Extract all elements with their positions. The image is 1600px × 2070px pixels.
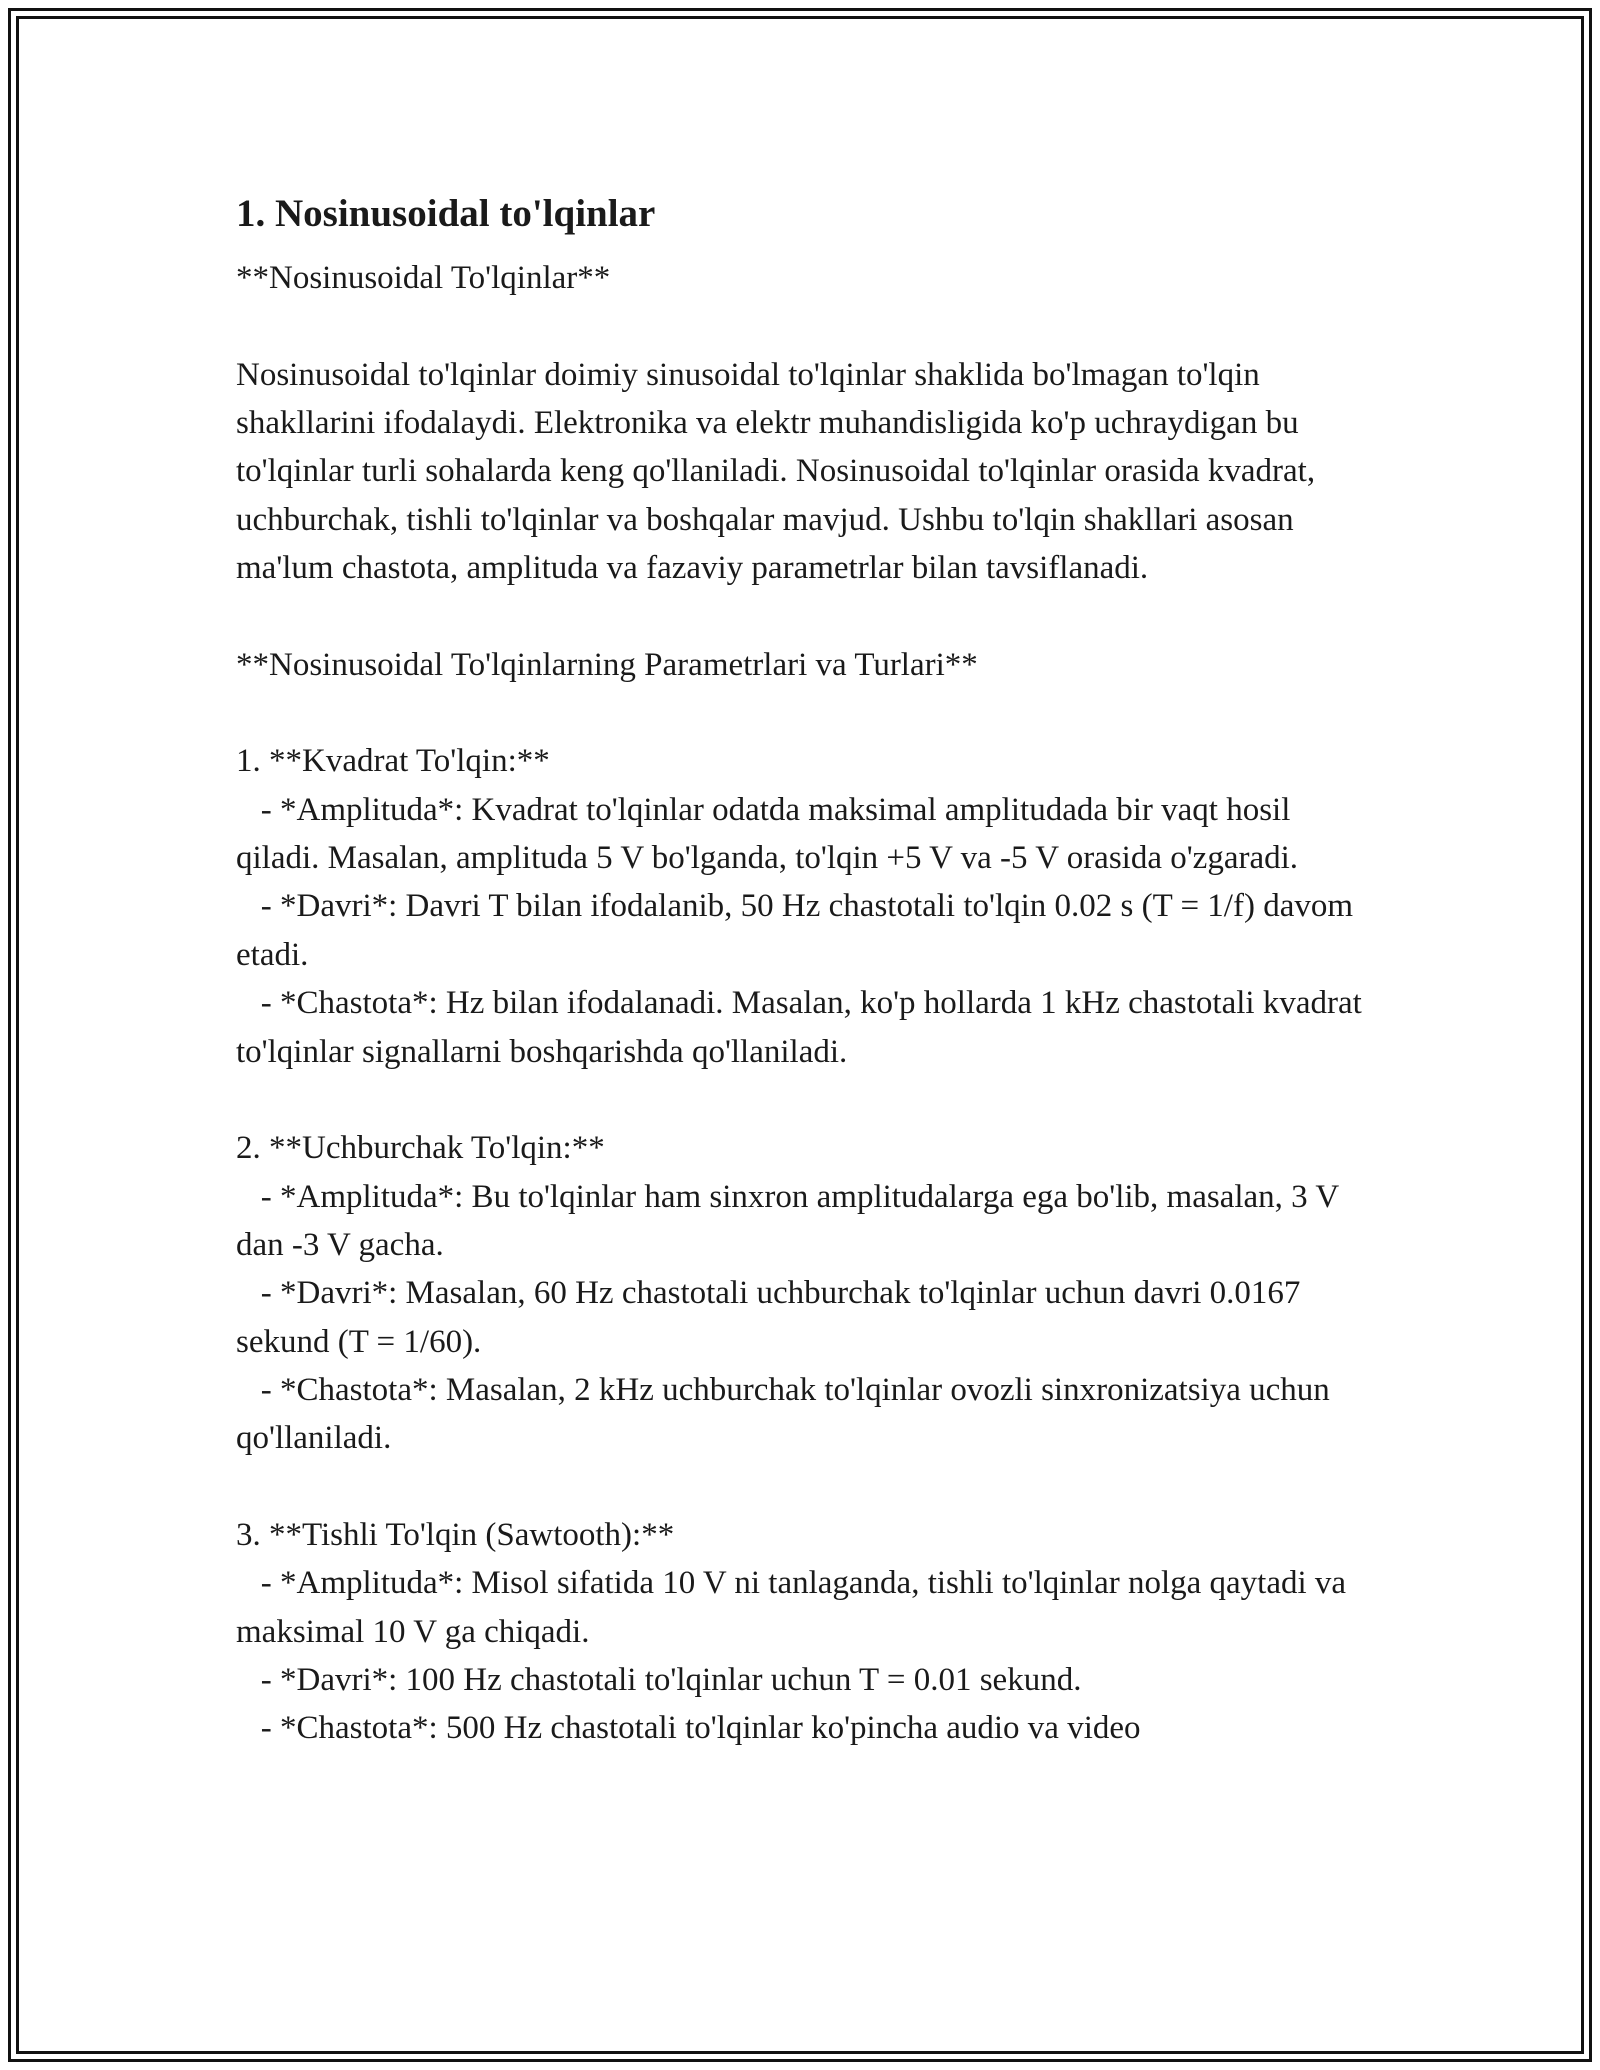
document-page [236, 182, 1366, 1753]
document-title: 1. Nosinusoidal to'lqinlar [236, 192, 656, 235]
document-body: **Nosinusoidal To'lqinlar** Nosinusoidal to'lqinlar doimiy sinusoidal to'lqinlar shaklida bo'lmagan to'lqin shakllarini ifodalaydi. Elektronika va elektr muhandisligida ko'p uchraydigan bu to'lqinlar turli sohalarda keng qo'llaniladi. Nosinusoidal to'lqinlar orasida kvadrat, uchburchak, tishli to'lqinlar va boshqalar mavjud. Ushbu to'lqin shakllari asosan ma'lum chastota, amplituda va fazaviy parametrlar bilan tavsiflanadi. **Nosinusoidal To'lqinlarning Parametrlari va Turlari** 1. **Kvadrat To'lqin:** - *Amplituda*: Kvadrat to'lqinlar odatda maksimal amplitudada bir vaqt hosil qiladi. Masalan, amplituda 5 V bo'lganda, to'lqin +5 V va -5 V orasida o'zgaradi. - *Davri*: Davri T bilan ifodalanib, 50 Hz chastotali to'lqin 0.02 s (T = 1/f) davom etadi. - *Chastota*: Hz bilan ifodalanadi. Masalan, ko'p hollarda 1 kHz chastotali kvadrat to'lqinlar signallarni boshqarishda qo'llaniladi. 2. **Uchburchak To'lqin:** - *Amplituda*: Bu to'lqinlar ham sinxron amplitudalarga ega bo'lib, masalan, 3 V dan -3 V gacha. - *Davri*: Masalan, 60 Hz chastotali uchburchak to'lqinlar uchun davri 0.0167 sekund (T = 1/60). - *Chastota*: Masalan, 2 kHz uchburchak to'lqinlar ovozli sinxronizatsiya uchun qo'llaniladi. 3. **Tishli To'lqin (Sawtooth):** - *Amplituda*: Misol sifatida 10 V ni tanlaganda, tishli to'lqinlar nolga qaytadi va maksimal 10 V ga chiqadi. - *Davri*: 100 Hz chastotali to'lqinlar uchun T = 0.01 sekund. - *Chastota*: 500 Hz chastotali to'lqinlar ko'pincha audio va video [236, 260, 1362, 1747]
